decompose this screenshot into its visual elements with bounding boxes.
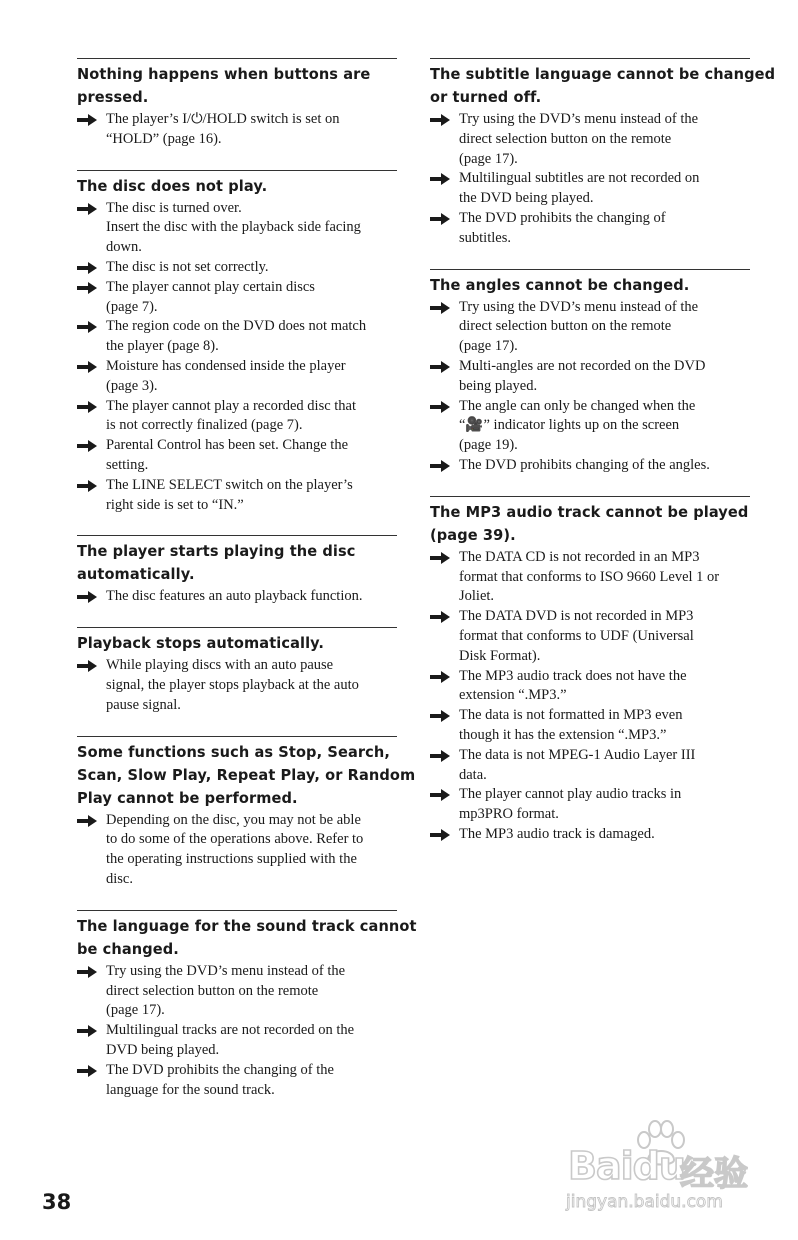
troubleshooting-section	[77, 627, 397, 715]
bullet-text	[459, 785, 750, 825]
right-arrow-icon	[77, 480, 97, 492]
bullet-text	[459, 548, 750, 607]
bullet-text-line: Parental Control has been set. Change the	[106, 437, 349, 454]
troubleshooting-section	[430, 269, 750, 476]
bullet-item	[430, 456, 750, 476]
section-title	[430, 501, 750, 547]
bullet-text-line: The player cannot play certain discs	[106, 278, 315, 295]
bullet-text	[106, 199, 397, 258]
right-arrow-icon	[430, 710, 450, 722]
section-title-line: Playback stops automatically.	[77, 634, 325, 653]
section-title-line: or turned off.	[430, 88, 542, 106]
right-arrow-icon	[430, 552, 450, 564]
bullet-text-line: The MP3 audio track does not have the	[459, 667, 687, 684]
bullet-text	[106, 258, 397, 278]
bullet-text-line: format that conforms to ISO 9660 Level 1 or	[459, 568, 720, 585]
bullet-item	[430, 667, 750, 707]
section-title-line: The MP3 audio track cannot be played	[430, 502, 749, 521]
section-title	[430, 63, 776, 109]
bullet-text	[459, 357, 750, 397]
bullet-text-line: The player cannot play audio tracks in	[459, 786, 682, 803]
bullet-item	[430, 825, 750, 845]
bullet-text-line: to do some of the operations above. Refer to	[106, 831, 364, 848]
bullet-text-line: Multi-angles are not recorded on the DVD	[459, 357, 706, 374]
right-arrow-icon	[77, 114, 97, 126]
troubleshooting-section	[430, 496, 750, 845]
bullet-text-line: setting.	[106, 456, 149, 473]
bullet-item	[77, 962, 397, 1021]
bullet-text-line: Depending on the disc, you may not be able	[106, 811, 361, 828]
section-title-line: The subtitle language cannot be changed	[430, 65, 776, 83]
bullet-text-line: The DATA CD is not recorded in an MP3	[459, 548, 700, 565]
right-arrow-icon	[430, 302, 450, 314]
right-arrow-icon	[430, 789, 450, 801]
bullet-text-line: the operating instructions supplied with the	[106, 851, 357, 868]
bullet-text-line: The DVD prohibits the changing of the	[106, 1061, 334, 1078]
bullet-text-line: disc.	[106, 870, 133, 887]
bullet-text-line: direct selection button on the remote	[459, 318, 672, 335]
bullet-text-line: The LINE SELECT switch on the player’s	[106, 476, 353, 493]
section-title-line: The language for the sound track cannot	[77, 916, 417, 935]
troubleshooting-section	[77, 170, 397, 516]
bullet-text-line: Multilingual tracks are not recorded on the	[106, 1022, 355, 1039]
bullet-text-line: though it has the extension “.MP3.”	[459, 726, 667, 743]
bullet-text-line: Try using the DVD’s menu instead of the	[459, 298, 699, 315]
bullet-item	[77, 110, 397, 150]
bullet-text-line: the player (page 8).	[106, 338, 219, 355]
right-arrow-icon	[77, 660, 97, 672]
bullet-text-line: Try using the DVD’s menu instead of the	[459, 111, 699, 127]
bullet-text-line: language for the sound track.	[106, 1081, 275, 1098]
bullet-text-line: The player’s I/⏻/HOLD switch is set on	[106, 111, 340, 127]
bullet-item	[430, 785, 750, 825]
section-title-line: Some functions such as Stop, Search,	[77, 742, 390, 761]
bullet-text-line: mp3PRO format.	[459, 806, 559, 823]
bullet-text	[459, 456, 750, 476]
bullet-item	[77, 317, 397, 357]
bullet-text	[106, 811, 397, 890]
bullet-item	[77, 1061, 397, 1101]
right-arrow-icon	[77, 966, 97, 978]
bullet-text	[106, 1061, 397, 1101]
bullet-text-line: Try using the DVD’s menu instead of the	[106, 962, 346, 979]
section-title	[77, 915, 417, 961]
bullet-text-line: Insert the disc with the playback side facing	[106, 219, 361, 236]
right-arrow-icon	[77, 591, 97, 603]
bullet-text	[106, 656, 397, 715]
bullet-text-line: Moisture has condensed inside the player	[106, 357, 346, 374]
bullet-item	[77, 199, 397, 258]
watermark-brand-cn: 经验	[680, 1154, 748, 1194]
right-arrow-icon	[77, 361, 97, 373]
bullet-item	[77, 811, 397, 890]
section-title	[77, 741, 416, 810]
bullet-text	[459, 169, 750, 209]
bullet-text-line: (page 17).	[459, 338, 518, 355]
bullet-text	[106, 110, 397, 150]
bullet-item	[77, 397, 397, 437]
bullet-text-line: pause signal.	[106, 696, 181, 713]
bullet-text-line: The data is not formatted in MP3 even	[459, 707, 683, 724]
bullet-text	[106, 1021, 397, 1061]
bullet-text-line: direct selection button on the remote	[106, 982, 319, 999]
bullet-text	[106, 962, 397, 1021]
bullet-text-line: data.	[459, 766, 487, 783]
bullet-item	[77, 656, 397, 715]
bullet-text	[459, 667, 750, 707]
right-arrow-icon	[430, 750, 450, 762]
bullet-text	[459, 746, 750, 786]
bullet-text-line: right side is set to “IN.”	[106, 496, 244, 513]
bullet-text-line: (page 3).	[106, 377, 158, 394]
bullet-item	[430, 397, 750, 456]
section-title-line: The player starts playing the disc	[77, 542, 356, 561]
bullet-text-line: (page 7).	[106, 298, 158, 315]
section-title-line: be changed.	[77, 939, 179, 958]
section-title	[430, 274, 750, 297]
section-title-line: Nothing happens when buttons are	[77, 65, 371, 83]
bullet-text-line: being played.	[459, 377, 538, 394]
bullet-text-line: The data is not MPEG-1 Audio Layer III	[459, 746, 696, 763]
bullet-text	[106, 587, 397, 607]
section-title	[77, 632, 397, 655]
bullet-item	[77, 357, 397, 397]
right-arrow-icon	[77, 1025, 97, 1037]
bullet-text-line: The MP3 audio track is damaged.	[459, 825, 655, 842]
bullet-text-line: signal, the player stops playback at the auto	[106, 676, 359, 693]
bullet-item	[77, 278, 397, 318]
right-arrow-icon	[77, 440, 97, 452]
section-title-line: (page 39).	[430, 525, 516, 544]
bullet-text-line: is not correctly finalized (page 7).	[106, 417, 303, 434]
bullet-text	[106, 317, 397, 357]
section-title-line: Scan, Slow Play, Repeat Play, or Random	[77, 765, 416, 784]
bullet-item	[430, 209, 750, 249]
bullet-item	[430, 110, 750, 169]
bullet-text	[459, 706, 750, 746]
section-title-line: Play cannot be performed.	[77, 788, 298, 807]
bullet-text-line: Multilingual subtitles are not recorded on	[459, 170, 700, 187]
bullet-text-line: down.	[106, 239, 142, 256]
bullet-text	[459, 110, 750, 169]
right-column	[430, 58, 776, 865]
bullet-text	[106, 436, 397, 476]
bullet-item	[430, 169, 750, 209]
bullet-item	[77, 258, 397, 278]
right-arrow-icon	[430, 114, 450, 126]
bullet-item	[430, 298, 750, 357]
section-title	[77, 63, 397, 109]
bullet-text-line: The disc is not set correctly.	[106, 258, 269, 275]
bullet-item	[77, 476, 397, 516]
right-arrow-icon	[430, 361, 450, 373]
troubleshooting-section	[77, 910, 417, 1101]
section-title-line: automatically.	[77, 565, 195, 584]
baidu-watermark	[562, 1120, 762, 1220]
right-arrow-icon	[77, 282, 97, 294]
right-arrow-icon	[430, 213, 450, 225]
right-arrow-icon	[77, 1065, 97, 1077]
section-title	[77, 175, 397, 198]
bullet-text-line: (page 17).	[459, 150, 518, 167]
bullet-item	[77, 1021, 397, 1061]
bullet-text-line: direct selection button on the remote	[459, 130, 672, 147]
section-title-line: The angles cannot be changed.	[430, 275, 690, 294]
bullet-text	[459, 825, 750, 845]
bullet-item	[430, 746, 750, 786]
bullet-text-line: (page 17).	[106, 1002, 165, 1019]
right-arrow-icon	[77, 401, 97, 413]
right-arrow-icon	[430, 401, 450, 413]
bullet-text-line: subtitles.	[459, 229, 511, 246]
section-title-line: The disc does not play.	[77, 176, 268, 195]
bullet-item	[77, 587, 397, 607]
bullet-text-line: The disc features an auto playback function.	[106, 588, 363, 605]
right-arrow-icon	[77, 262, 97, 274]
bullet-text-line: While playing discs with an auto pause	[106, 657, 334, 674]
troubleshooting-section	[77, 535, 397, 607]
bullet-text-line: DVD being played.	[106, 1041, 220, 1058]
bullet-text-line: (page 19).	[459, 437, 518, 454]
right-arrow-icon	[430, 173, 450, 185]
bullet-text	[459, 298, 750, 357]
bullet-text-line: The region code on the DVD does not match	[106, 318, 367, 335]
watermark-url: jingyan.baidu.com	[566, 1192, 723, 1212]
bullet-item	[430, 357, 750, 397]
right-arrow-icon	[430, 611, 450, 623]
section-title	[77, 540, 397, 586]
watermark-brand: Baidu	[568, 1144, 685, 1188]
bullet-text	[106, 397, 397, 437]
bullet-text-line: the DVD being played.	[459, 190, 594, 207]
right-arrow-icon	[77, 815, 97, 827]
troubleshooting-section	[430, 58, 776, 249]
bullet-text-line: The player cannot play a recorded disc that	[106, 397, 357, 414]
bullet-item	[430, 548, 750, 607]
bullet-text-line: Joliet.	[459, 588, 495, 605]
troubleshooting-section	[77, 736, 416, 890]
bullet-text-line: extension “.MP3.”	[459, 687, 567, 704]
page-number: 38	[42, 1190, 72, 1214]
right-arrow-icon	[430, 460, 450, 472]
bullet-text-line: “🎥” indicator lights up on the screen	[459, 417, 680, 434]
right-arrow-icon	[77, 203, 97, 215]
bullet-text-line: “HOLD” (page 16).	[106, 130, 222, 147]
bullet-text	[459, 397, 750, 456]
bullet-text-line: format that conforms to UDF (Universal	[459, 627, 694, 644]
bullet-item	[430, 706, 750, 746]
left-column	[77, 58, 417, 1120]
bullet-text-line: The disc is turned over.	[106, 199, 242, 216]
troubleshooting-section	[77, 58, 397, 150]
bullet-text-line: The DATA DVD is not recorded in MP3	[459, 608, 694, 625]
bullet-text-line: The angle can only be changed when the	[459, 397, 696, 414]
bullet-text	[106, 278, 397, 318]
bullet-text	[459, 209, 750, 249]
bullet-text-line: The DVD prohibits the changing of	[459, 209, 666, 226]
bullet-text-line: Disk Format).	[459, 647, 541, 664]
bullet-text-line: The DVD prohibits changing of the angles.	[459, 456, 710, 473]
right-arrow-icon	[430, 829, 450, 841]
right-arrow-icon	[430, 671, 450, 683]
bullet-text	[459, 607, 750, 666]
section-title-line: pressed.	[77, 88, 149, 106]
bullet-text	[106, 476, 397, 516]
bullet-item	[77, 436, 397, 476]
bullet-item	[430, 607, 750, 666]
bullet-text	[106, 357, 397, 397]
right-arrow-icon	[77, 321, 97, 333]
